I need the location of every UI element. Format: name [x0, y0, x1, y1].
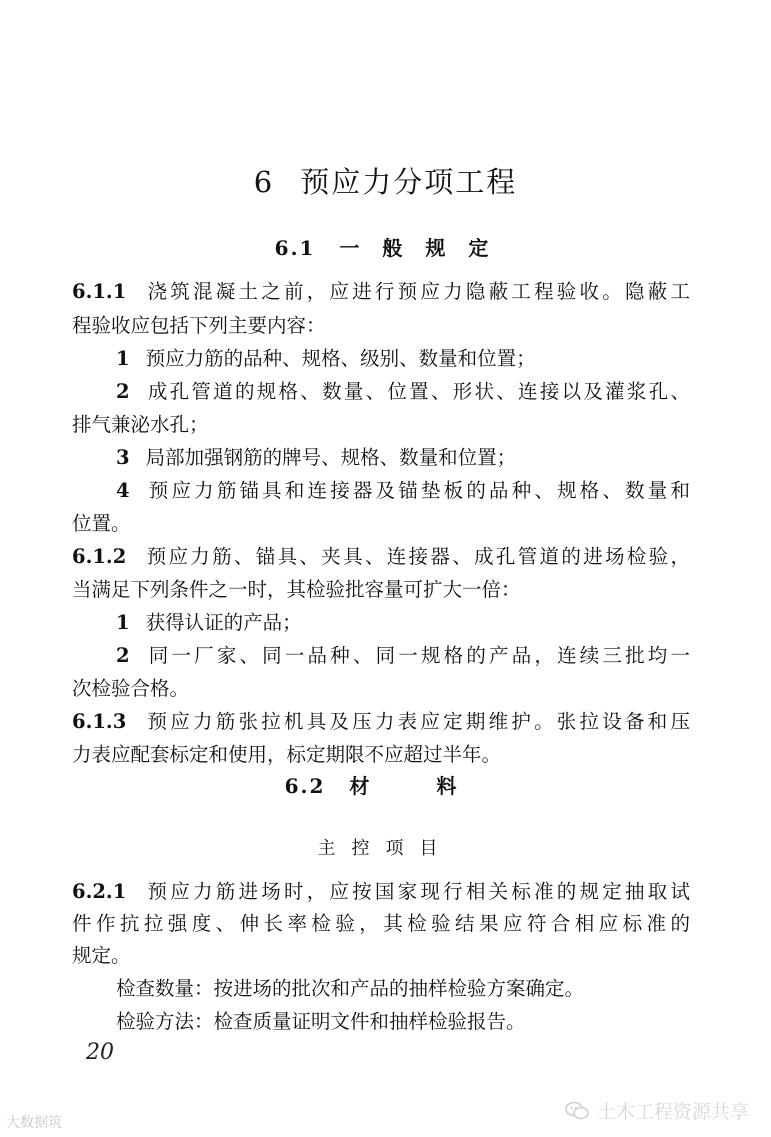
watermark-left: 大数据筑: [6, 1115, 62, 1131]
section-6-2-heading: [0, 770, 771, 799]
clause-6-1-3-line-2: 力表应配套标定和使用，标定期限不应超过半年。: [72, 743, 502, 766]
clause-number: 6.1.3: [72, 710, 127, 733]
section-title-text: 材 料: [349, 774, 487, 798]
chapter-title-text: 预应力分项工程: [300, 165, 518, 199]
section-number: 6.1: [274, 236, 316, 260]
section-number: 6.2: [284, 774, 326, 798]
check-quantity: 检查数量：按进场的批次和产品的抽样检验方案确定。: [116, 977, 585, 1000]
page-number: 20: [86, 1040, 114, 1065]
item-text: 成孔管道的规格、数量、位置、形状、连接以及灌浆孔、: [145, 380, 690, 403]
list-item-2-continued: 排气兼泌水孔；: [72, 413, 209, 436]
item-number: 1: [116, 347, 130, 370]
item-number: 1: [116, 611, 130, 634]
check-method: 检验方法：检查质量证明文件和抽样检验报告。: [116, 1010, 526, 1033]
clause-6-2-1-line-1: [72, 876, 690, 908]
chapter-title: [0, 160, 771, 201]
clause-6-1-1-line-2: 程验收应包括下列主要内容：: [72, 314, 326, 337]
clause-6-1-2-line-1: [72, 541, 690, 573]
section-6-1-heading: [0, 232, 771, 261]
clause-text: 预应力筋进场时，应按国家现行相关标准的规定抽取试: [144, 880, 690, 903]
clause-number: 6.1.2: [72, 545, 127, 568]
clause-6-1-2-line-2: 当满足下列条件之一时，其检验批容量可扩大一倍：: [72, 578, 521, 601]
list-item-2: [116, 376, 690, 408]
clause-text: 浇筑混凝土之前，应进行预应力隐蔽工程验收。隐蔽工: [144, 280, 690, 303]
chapter-number: 6: [253, 165, 275, 199]
list-item-3: [116, 442, 690, 474]
wechat-icon: [565, 1101, 589, 1121]
item-number: 2: [116, 380, 130, 403]
clause-text: 预应力筋、锚具、夹具、连接器、成孔管道的进场检验，: [144, 545, 690, 568]
list-item-1: [116, 343, 690, 375]
item-text: 获得认证的产品；: [145, 611, 302, 634]
item-text: 预应力筋锚具和连接器及锚垫板的品种、规格、数量和: [145, 479, 690, 502]
clause-number: 6.1.1: [72, 280, 127, 303]
item-number: 3: [116, 446, 130, 469]
watermark-right: [565, 1097, 749, 1124]
list-item-1: [116, 607, 690, 639]
subheading-main-control-items: 主控项目: [317, 838, 454, 859]
list-item-2-continued: 次检验合格。: [72, 677, 190, 700]
clause-6-1-1-line-1: [72, 276, 690, 308]
clause-text: 预应力筋张拉机具及压力表应定期维护。张拉设备和压: [144, 710, 690, 733]
section-title-text: 一 般 规 定: [339, 236, 497, 260]
list-item-4-continued: 位置。: [72, 512, 131, 535]
clause-6-2-1-line-3: 规定。: [72, 944, 131, 967]
list-item-4: [116, 475, 690, 507]
item-number: 4: [116, 479, 130, 502]
clause-6-1-3-line-1: [72, 706, 690, 738]
clause-number: 6.2.1: [72, 880, 127, 903]
list-item-2: [116, 640, 690, 672]
watermark-text: 土木工程资源共享: [596, 1101, 749, 1123]
item-text: 同一厂家、同一品种、同一规格的产品，连续三批均一: [145, 644, 690, 667]
clause-6-2-1-line-2: 件作抗拉强度、伸长率检验，其检验结果应符合相应标准的: [72, 912, 690, 935]
item-number: 2: [116, 644, 130, 667]
item-text: 局部加强钢筋的牌号、规格、数量和位置；: [145, 446, 517, 469]
item-text: 预应力筋的品种、规格、级别、数量和位置；: [145, 347, 536, 370]
